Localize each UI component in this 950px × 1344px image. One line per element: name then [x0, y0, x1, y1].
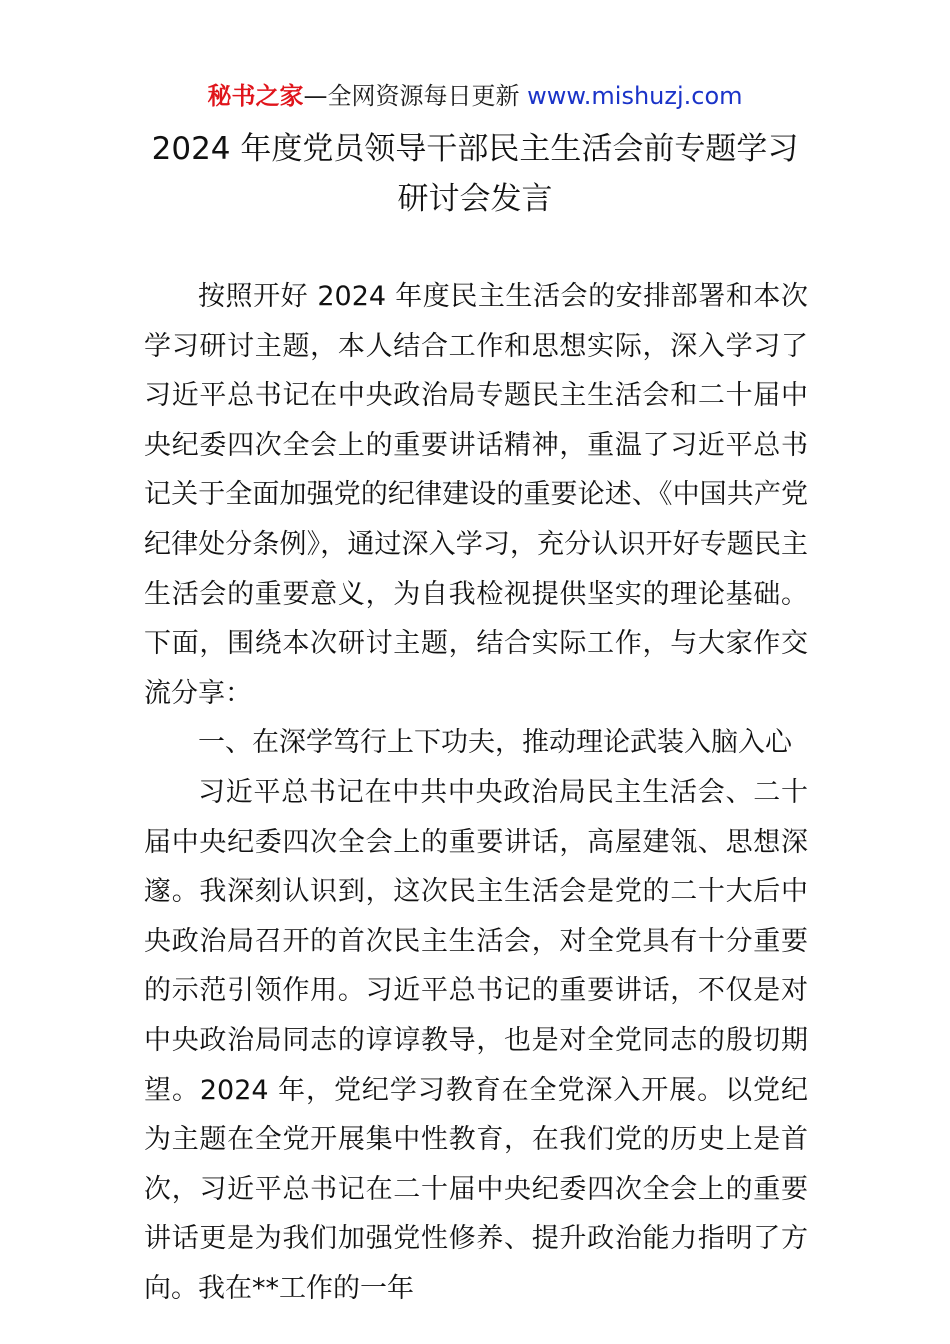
site-url-link[interactable]: www.mishuzj.com — [527, 82, 743, 110]
document-body — [144, 272, 808, 1313]
section-heading-1: 一、在深学笃行上下功夫，推动理论武装入脑入心 — [198, 727, 792, 759]
brand-name: 秘书之家 — [207, 82, 304, 110]
header-tagline: —全网资源每日更新 — [303, 82, 520, 110]
site-header — [0, 78, 950, 114]
paragraph-section-1: 习近平总书记在中共中央政治局民主生活会、二十届中央纪委四次全会上的重要讲话，高屋建瓴、思想深邃。我深刻认识到，这次民主生活会是党的二十大后中央政治局召开的首次民主生活会，对全党具有十分重要的示范引领作用。习近平总书记的重要讲话，不仅是对中央政治局同志的谆谆教导，也是对全党同志的殷切期望。2024 年，党纪学习教育在全党深入开展。以党纪为主题在全党开展集中性教育，在我们党的历史上是首次，习近平总书记在二十届中央纪委四次全会上的重要讲话更是为我们加强党性修养、提升政治能力指明了方向。我在**工作的一年 — [144, 776, 808, 1304]
title-line-2: 研讨会发言 — [397, 181, 553, 217]
title-line-1: 2024 年度党员领导干部民主生活会前专题学习 — [151, 131, 799, 167]
paragraph-intro: 按照开好 2024 年度民主生活会的安排部署和本次学习研讨主题，本人结合工作和思想实际，深入学习了习近平总书记在中央政治局专题民主生活会和二十届中央纪委四次全会上的重要讲话精神，重温了习近平总书记关于全面加强党的纪律建设的重要论述、《中国共产党纪律处分条例》，通过深入学习，充分认识开好专题民主生活会的重要意义，为自我检视提供坚实的理论基础。下面，围绕本次研讨主题，结合实际工作，与大家作交流分享： — [144, 281, 808, 709]
document-title — [120, 124, 830, 224]
